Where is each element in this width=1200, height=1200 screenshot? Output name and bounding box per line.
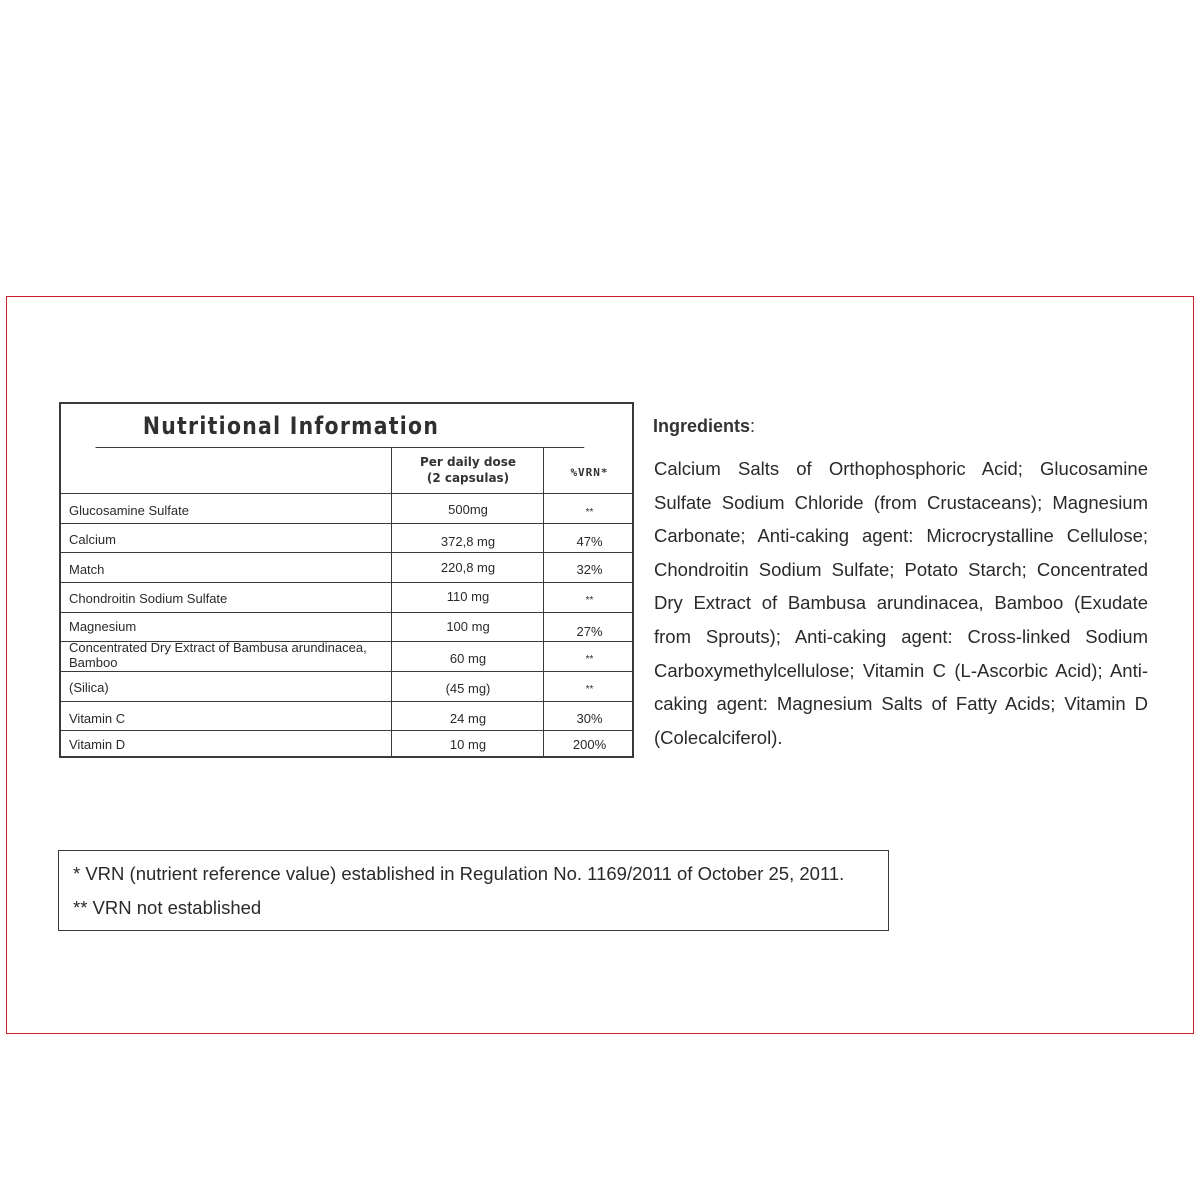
footnote-vrn-not-established: ** VRN not established (73, 897, 262, 918)
row-dose: 100 mg (446, 619, 490, 634)
row-dose: 24 mg (449, 711, 487, 726)
row-vrn: 47% (576, 534, 603, 549)
footnote-vrn-definition: * VRN (nutrient reference value) established in Regulation No. 1169/2011 of October 25, 2011. (73, 863, 845, 884)
header-dose-line2: (2 capsulas) (426, 471, 510, 485)
row-vrn: 32% (576, 562, 603, 577)
ingredients-text: Calcium Salts of Orthophosphoric Acid; Glucosamine Sulfate Sodium Chloride (from Crustaceans); Magnesium Carbonate; Anti-caking agent: Microcrystalline Cellulose; Chondroitin Sodium Sulfate; Potato Starch; Concentrated Dry Extract of Bambusa arundinacea, Bamboo (Exudate from Sprouts); Anti-caking agent: Cross-linked Sodium Carboxymethylcellulose; Vitamin C (L-Ascorbic Acid); Anti-caking agent: Magnesium Salts of Fatty Acids; Vitamin D (Colecalciferol). (654, 458, 1148, 748)
nutrition-table (59, 402, 634, 758)
row-name: Glucosamine Sulfate (69, 503, 189, 518)
row-dose: 10 mg (449, 737, 487, 752)
row-name: Calcium (69, 532, 116, 547)
row-dose: 500mg (448, 502, 488, 517)
row-vrn: 27% (576, 624, 603, 639)
footnote-box (58, 850, 889, 931)
row-divider (61, 493, 632, 494)
row-vrn: ** (585, 507, 594, 518)
row-divider (61, 523, 632, 524)
row-name: (Silica) (69, 680, 109, 695)
header-dose (393, 454, 543, 486)
row-divider (61, 671, 632, 672)
row-divider (61, 701, 632, 702)
row-name: Magnesium (69, 619, 137, 634)
row-vrn: ** (585, 654, 594, 665)
row-name: Concentrated Dry Extract of Bambusa arundinacea, Bamboo (69, 640, 367, 670)
row-divider (61, 730, 632, 731)
nutrition-title: Nutritional Information (96, 404, 585, 448)
row-dose: (45 mg) (445, 681, 491, 696)
ingredients-title: Ingredients (653, 416, 751, 436)
row-name: Match (69, 562, 105, 577)
row-vrn: 30% (576, 711, 603, 726)
row-dose: 110 mg (446, 589, 490, 604)
row-dose: 60 mg (449, 651, 487, 666)
row-dose: 372,8 mg (440, 534, 496, 549)
header-vrn: %VRN* (570, 466, 609, 479)
header-dose-line1: Per daily dose (419, 455, 517, 469)
row-name: Vitamin D (69, 737, 126, 752)
row-divider (61, 582, 632, 583)
row-name: Vitamin C (69, 711, 126, 726)
column-divider-dose (391, 448, 392, 756)
row-name: Chondroitin Sodium Sulfate (69, 591, 228, 606)
row-vrn: ** (585, 595, 594, 606)
ingredients-colon: : (750, 416, 756, 436)
row-divider (61, 552, 632, 553)
row-dose: 220,8 mg (440, 560, 496, 575)
row-vrn: 200% (572, 737, 607, 752)
column-divider-vrn (543, 448, 544, 756)
row-divider (61, 612, 632, 613)
ingredients-heading (653, 416, 755, 437)
row-vrn: ** (585, 684, 594, 695)
